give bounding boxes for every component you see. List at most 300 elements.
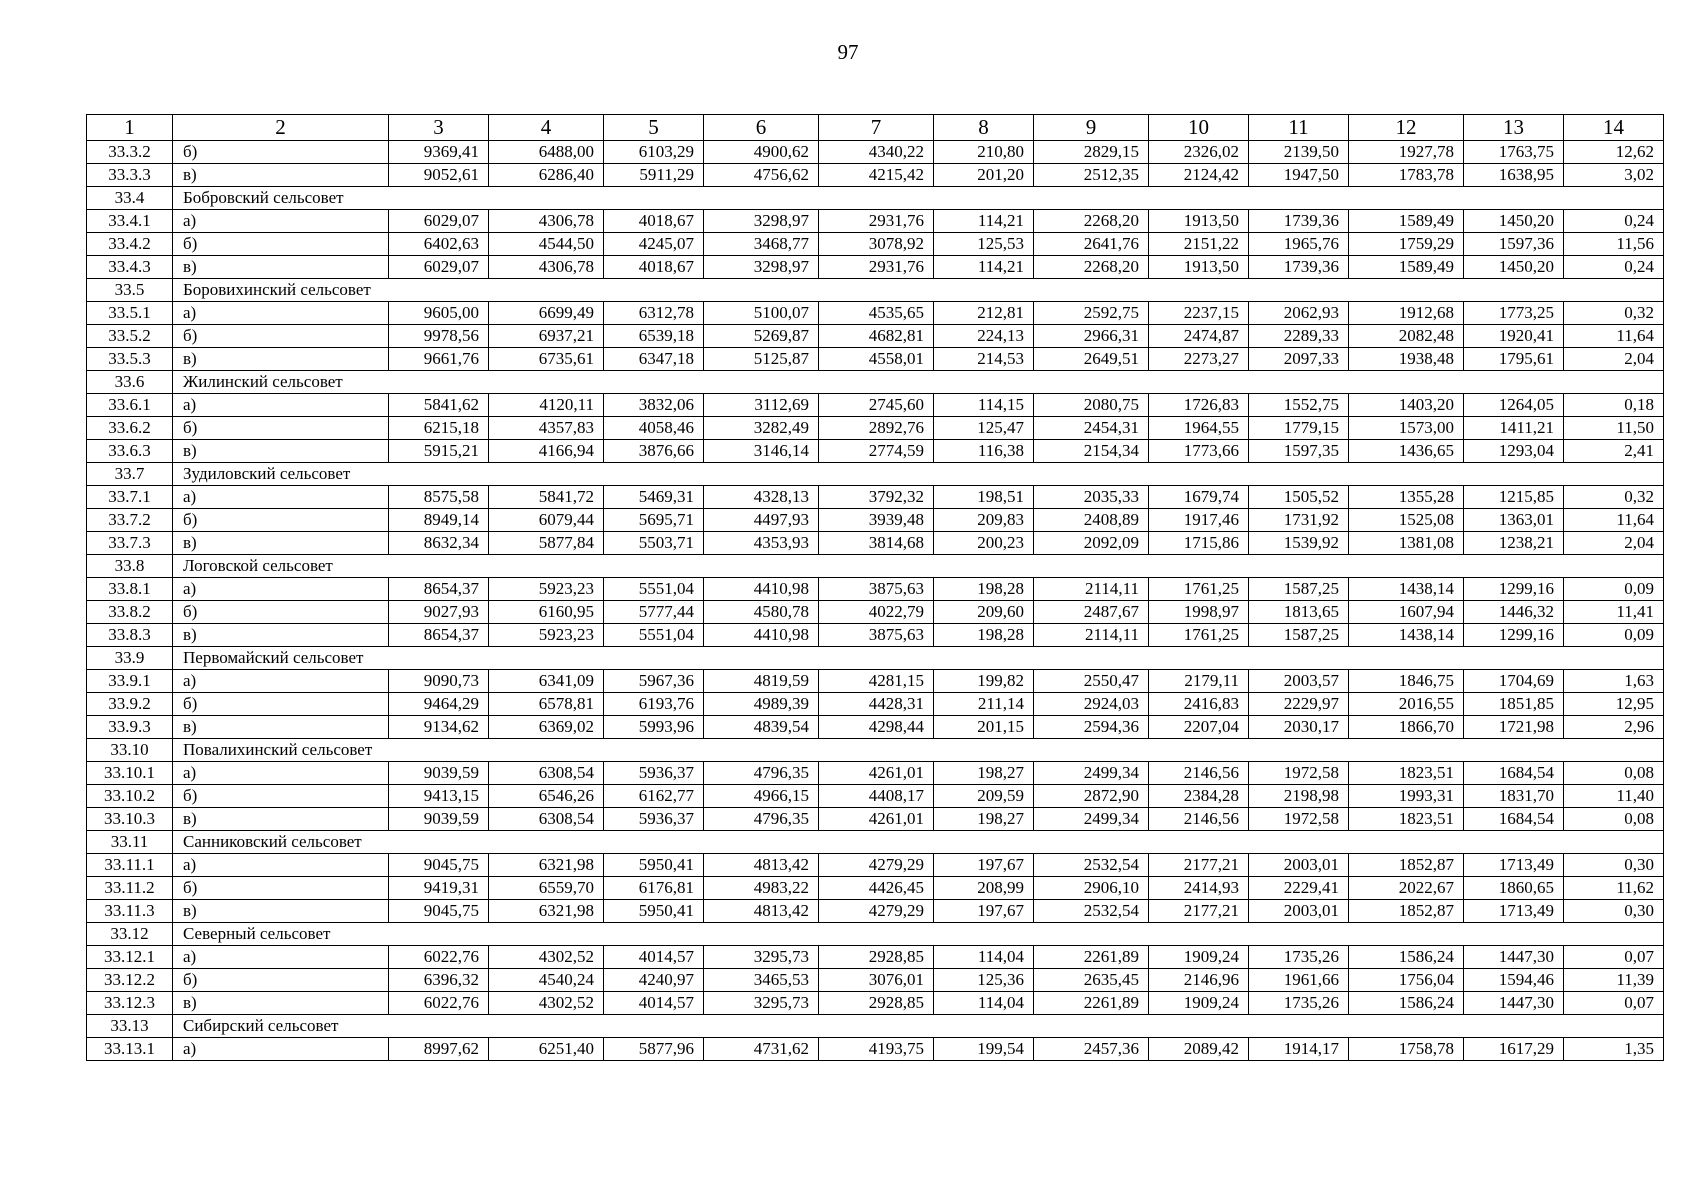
value-cell: 6578,81 [489, 693, 604, 716]
value-cell: 9413,15 [389, 785, 489, 808]
row-code: 33.9.1 [87, 670, 173, 693]
value-cell: 2745,60 [819, 394, 934, 417]
value-cell: 1450,20 [1464, 256, 1564, 279]
value-cell: 2114,11 [1034, 624, 1149, 647]
value-cell: 2414,93 [1149, 877, 1249, 900]
value-cell: 1993,31 [1349, 785, 1464, 808]
section-code: 33.5 [87, 279, 173, 302]
value-cell: 1446,32 [1464, 601, 1564, 624]
value-cell: 2003,57 [1249, 670, 1349, 693]
value-cell: 5950,41 [604, 854, 704, 877]
value-cell: 1597,35 [1249, 440, 1349, 463]
row-label: в) [173, 164, 389, 187]
value-cell: 4245,07 [604, 233, 704, 256]
column-header-4: 4 [489, 115, 604, 141]
section-code: 33.11 [87, 831, 173, 854]
value-cell: 1411,21 [1464, 417, 1564, 440]
value-cell: 1761,25 [1149, 578, 1249, 601]
value-cell: 6735,61 [489, 348, 604, 371]
value-cell: 5100,07 [704, 302, 819, 325]
value-cell: 9419,31 [389, 877, 489, 900]
value-cell: 197,67 [934, 854, 1034, 877]
value-cell: 11,50 [1564, 417, 1664, 440]
value-cell: 2146,96 [1149, 969, 1249, 992]
value-cell: 1713,49 [1464, 900, 1564, 923]
value-cell: 1972,58 [1249, 762, 1349, 785]
value-cell: 5967,36 [604, 670, 704, 693]
value-cell: 0,08 [1564, 808, 1664, 831]
section-title: Северный сельсовет [173, 923, 389, 946]
value-cell: 4120,11 [489, 394, 604, 417]
row-code: 33.10.2 [87, 785, 173, 808]
value-cell: 2022,67 [1349, 877, 1464, 900]
table-row [87, 233, 1664, 256]
column-header-11: 11 [1249, 115, 1349, 141]
value-cell: 3814,68 [819, 532, 934, 555]
row-label: а) [173, 670, 389, 693]
section-title: Бобровский сельсовет [173, 187, 389, 210]
column-header-13: 13 [1464, 115, 1564, 141]
section-filler [389, 279, 1664, 302]
value-cell: 2408,89 [1034, 509, 1149, 532]
value-cell: 9027,93 [389, 601, 489, 624]
column-header-10: 10 [1149, 115, 1249, 141]
value-cell: 1299,16 [1464, 624, 1564, 647]
table-row [87, 762, 1664, 785]
row-label: в) [173, 532, 389, 555]
value-cell: 1972,58 [1249, 808, 1349, 831]
value-cell: 9090,73 [389, 670, 489, 693]
value-cell: 6341,09 [489, 670, 604, 693]
table-row [87, 670, 1664, 693]
value-cell: 4014,57 [604, 946, 704, 969]
value-cell: 1913,50 [1149, 210, 1249, 233]
value-cell: 1831,70 [1464, 785, 1564, 808]
value-cell: 4018,67 [604, 210, 704, 233]
value-cell: 12,62 [1564, 141, 1664, 164]
section-code: 33.10 [87, 739, 173, 762]
value-cell: 1363,01 [1464, 509, 1564, 532]
value-cell: 1731,92 [1249, 509, 1349, 532]
value-cell: 2384,28 [1149, 785, 1249, 808]
value-cell: 6022,76 [389, 946, 489, 969]
value-cell: 3298,97 [704, 210, 819, 233]
value-cell: 212,81 [934, 302, 1034, 325]
value-cell: 2237,15 [1149, 302, 1249, 325]
value-cell: 12,95 [1564, 693, 1664, 716]
section-title: Первомайский сельсовет [173, 647, 389, 670]
row-label: б) [173, 325, 389, 348]
value-cell: 2,04 [1564, 532, 1664, 555]
row-label: в) [173, 256, 389, 279]
value-cell: 211,14 [934, 693, 1034, 716]
value-cell: 5915,21 [389, 440, 489, 463]
value-cell: 2,96 [1564, 716, 1664, 739]
value-cell: 2207,04 [1149, 716, 1249, 739]
table-row [87, 532, 1664, 555]
value-cell: 1913,50 [1149, 256, 1249, 279]
value-cell: 1763,75 [1464, 141, 1564, 164]
value-cell: 2114,11 [1034, 578, 1149, 601]
row-code: 33.6.1 [87, 394, 173, 417]
value-cell: 2829,15 [1034, 141, 1149, 164]
value-cell: 198,28 [934, 578, 1034, 601]
value-cell: 2457,36 [1034, 1038, 1149, 1061]
value-cell: 4357,83 [489, 417, 604, 440]
value-cell: 0,18 [1564, 394, 1664, 417]
value-cell: 125,36 [934, 969, 1034, 992]
value-cell: 209,83 [934, 509, 1034, 532]
value-cell: 1552,75 [1249, 394, 1349, 417]
value-cell: 6347,18 [604, 348, 704, 371]
value-cell: 4018,67 [604, 256, 704, 279]
table-row [87, 601, 1664, 624]
value-cell: 1704,69 [1464, 670, 1564, 693]
value-cell: 2931,76 [819, 256, 934, 279]
row-code: 33.12.2 [87, 969, 173, 992]
table-row [87, 509, 1664, 532]
value-cell: 210,80 [934, 141, 1034, 164]
table-row [87, 417, 1664, 440]
value-cell: 1909,24 [1149, 992, 1249, 1015]
value-cell: 4306,78 [489, 256, 604, 279]
value-cell: 1756,04 [1349, 969, 1464, 992]
value-cell: 6029,07 [389, 210, 489, 233]
section-row [87, 555, 1664, 578]
section-row [87, 463, 1664, 486]
value-cell: 1,63 [1564, 670, 1664, 693]
value-cell: 6022,76 [389, 992, 489, 1015]
row-label: в) [173, 348, 389, 371]
value-cell: 6176,81 [604, 877, 704, 900]
value-cell: 1447,30 [1464, 992, 1564, 1015]
value-cell: 0,30 [1564, 854, 1664, 877]
value-cell: 1912,68 [1349, 302, 1464, 325]
value-cell: 4796,35 [704, 762, 819, 785]
value-cell: 1215,85 [1464, 486, 1564, 509]
section-filler [389, 187, 1664, 210]
value-cell: 224,13 [934, 325, 1034, 348]
value-cell: 3832,06 [604, 394, 704, 417]
value-cell: 0,24 [1564, 210, 1664, 233]
value-cell: 4240,97 [604, 969, 704, 992]
value-cell: 4166,94 [489, 440, 604, 463]
value-cell: 1759,29 [1349, 233, 1464, 256]
value-cell: 4298,44 [819, 716, 934, 739]
value-cell: 1920,41 [1464, 325, 1564, 348]
value-cell: 9045,75 [389, 900, 489, 923]
value-cell: 198,51 [934, 486, 1034, 509]
value-cell: 214,53 [934, 348, 1034, 371]
value-cell: 5125,87 [704, 348, 819, 371]
value-cell: 1852,87 [1349, 854, 1464, 877]
value-cell: 8949,14 [389, 509, 489, 532]
value-cell: 1299,16 [1464, 578, 1564, 601]
value-cell: 1813,65 [1249, 601, 1349, 624]
value-cell: 114,21 [934, 256, 1034, 279]
value-cell: 2003,01 [1249, 854, 1349, 877]
value-cell: 6699,49 [489, 302, 604, 325]
row-code: 33.6.2 [87, 417, 173, 440]
section-title: Сибирский сельсовет [173, 1015, 389, 1038]
value-cell: 2592,75 [1034, 302, 1149, 325]
value-cell: 6251,40 [489, 1038, 604, 1061]
value-cell: 209,59 [934, 785, 1034, 808]
value-cell: 201,20 [934, 164, 1034, 187]
row-label: в) [173, 440, 389, 463]
value-cell: 1758,78 [1349, 1038, 1464, 1061]
value-cell: 6546,26 [489, 785, 604, 808]
value-cell: 2089,42 [1149, 1038, 1249, 1061]
value-cell: 2177,21 [1149, 854, 1249, 877]
value-cell: 2198,98 [1249, 785, 1349, 808]
section-filler [389, 1015, 1664, 1038]
value-cell: 2261,89 [1034, 992, 1149, 1015]
section-title: Боровихинский сельсовет [173, 279, 389, 302]
table-row [87, 992, 1664, 1015]
value-cell: 1761,25 [1149, 624, 1249, 647]
value-cell: 5841,62 [389, 394, 489, 417]
value-cell: 2928,85 [819, 992, 934, 1015]
value-cell: 2532,54 [1034, 900, 1149, 923]
value-cell: 1721,98 [1464, 716, 1564, 739]
value-cell: 4966,15 [704, 785, 819, 808]
section-row [87, 739, 1664, 762]
row-label: в) [173, 992, 389, 1015]
value-cell: 2641,76 [1034, 233, 1149, 256]
value-cell: 1594,46 [1464, 969, 1564, 992]
value-cell: 1587,25 [1249, 578, 1349, 601]
value-cell: 2062,93 [1249, 302, 1349, 325]
table-row [87, 624, 1664, 647]
value-cell: 1264,05 [1464, 394, 1564, 417]
row-code: 33.11.2 [87, 877, 173, 900]
table-row [87, 946, 1664, 969]
value-cell: 4428,31 [819, 693, 934, 716]
row-code: 33.4.2 [87, 233, 173, 256]
value-cell: 114,04 [934, 946, 1034, 969]
value-cell: 0,32 [1564, 302, 1664, 325]
row-label: в) [173, 624, 389, 647]
value-cell: 1587,25 [1249, 624, 1349, 647]
table-row [87, 141, 1664, 164]
value-cell: 6539,18 [604, 325, 704, 348]
value-cell: 2474,87 [1149, 325, 1249, 348]
value-cell: 2179,11 [1149, 670, 1249, 693]
value-cell: 3298,97 [704, 256, 819, 279]
row-label: а) [173, 946, 389, 969]
table-row [87, 164, 1664, 187]
row-label: б) [173, 785, 389, 808]
value-cell: 1860,65 [1464, 877, 1564, 900]
value-cell: 1684,54 [1464, 762, 1564, 785]
value-cell: 3,02 [1564, 164, 1664, 187]
value-cell: 6079,44 [489, 509, 604, 532]
value-cell: 1450,20 [1464, 210, 1564, 233]
value-cell: 3876,66 [604, 440, 704, 463]
value-cell: 1638,95 [1464, 164, 1564, 187]
value-cell: 4279,29 [819, 854, 934, 877]
row-code: 33.11.1 [87, 854, 173, 877]
row-label: а) [173, 854, 389, 877]
value-cell: 5841,72 [489, 486, 604, 509]
value-cell: 5469,31 [604, 486, 704, 509]
row-code: 33.5.1 [87, 302, 173, 325]
row-code: 33.9.3 [87, 716, 173, 739]
row-label: а) [173, 394, 389, 417]
value-cell: 1684,54 [1464, 808, 1564, 831]
value-cell: 11,62 [1564, 877, 1664, 900]
row-label: б) [173, 141, 389, 164]
value-cell: 9052,61 [389, 164, 489, 187]
value-cell: 8654,37 [389, 624, 489, 647]
value-cell: 3875,63 [819, 578, 934, 601]
value-cell: 1447,30 [1464, 946, 1564, 969]
value-cell: 5936,37 [604, 808, 704, 831]
value-cell: 2499,34 [1034, 808, 1149, 831]
value-cell: 6488,00 [489, 141, 604, 164]
value-cell: 1773,66 [1149, 440, 1249, 463]
value-cell: 9661,76 [389, 348, 489, 371]
value-cell: 200,23 [934, 532, 1034, 555]
value-cell: 6369,02 [489, 716, 604, 739]
value-cell: 6215,18 [389, 417, 489, 440]
value-cell: 4410,98 [704, 578, 819, 601]
value-cell: 4796,35 [704, 808, 819, 831]
value-cell: 2229,97 [1249, 693, 1349, 716]
table-row [87, 256, 1664, 279]
value-cell: 5551,04 [604, 624, 704, 647]
row-code: 33.6.3 [87, 440, 173, 463]
value-cell: 0,30 [1564, 900, 1664, 923]
section-title: Повалихинский сельсовет [173, 739, 389, 762]
value-cell: 4306,78 [489, 210, 604, 233]
section-code: 33.6 [87, 371, 173, 394]
value-cell: 1735,26 [1249, 992, 1349, 1015]
section-row [87, 831, 1664, 854]
value-cell: 4535,65 [819, 302, 934, 325]
value-cell: 4558,01 [819, 348, 934, 371]
value-cell: 1998,97 [1149, 601, 1249, 624]
row-code: 33.12.1 [87, 946, 173, 969]
value-cell: 2931,76 [819, 210, 934, 233]
value-cell: 2872,90 [1034, 785, 1149, 808]
value-cell: 3465,53 [704, 969, 819, 992]
value-cell: 4497,93 [704, 509, 819, 532]
value-cell: 6321,98 [489, 900, 604, 923]
value-cell: 1438,14 [1349, 578, 1464, 601]
row-label: а) [173, 578, 389, 601]
value-cell: 2499,34 [1034, 762, 1149, 785]
value-cell: 11,39 [1564, 969, 1664, 992]
column-header-6: 6 [704, 115, 819, 141]
value-cell: 208,99 [934, 877, 1034, 900]
value-cell: 1,35 [1564, 1038, 1664, 1061]
value-cell: 6321,98 [489, 854, 604, 877]
value-cell: 4281,15 [819, 670, 934, 693]
value-cell: 1589,49 [1349, 256, 1464, 279]
section-filler [389, 647, 1664, 670]
value-cell: 0,09 [1564, 624, 1664, 647]
table-row [87, 900, 1664, 923]
value-cell: 1739,36 [1249, 210, 1349, 233]
value-cell: 1735,26 [1249, 946, 1349, 969]
value-cell: 2906,10 [1034, 877, 1149, 900]
value-cell: 1715,86 [1149, 532, 1249, 555]
value-cell: 198,28 [934, 624, 1034, 647]
row-code: 33.5.3 [87, 348, 173, 371]
value-cell: 1381,08 [1349, 532, 1464, 555]
value-cell: 198,27 [934, 762, 1034, 785]
value-cell: 6029,07 [389, 256, 489, 279]
value-cell: 1586,24 [1349, 992, 1464, 1015]
value-cell: 1739,36 [1249, 256, 1349, 279]
value-cell: 199,82 [934, 670, 1034, 693]
section-title: Логовской сельсовет [173, 555, 389, 578]
value-cell: 4756,62 [704, 164, 819, 187]
value-cell: 1779,15 [1249, 417, 1349, 440]
row-label: б) [173, 509, 389, 532]
row-code: 33.8.2 [87, 601, 173, 624]
value-cell: 6193,76 [604, 693, 704, 716]
value-cell: 1505,52 [1249, 486, 1349, 509]
value-cell: 5777,44 [604, 601, 704, 624]
value-cell: 9039,59 [389, 762, 489, 785]
value-cell: 3146,14 [704, 440, 819, 463]
value-cell: 2016,55 [1349, 693, 1464, 716]
value-cell: 2030,17 [1249, 716, 1349, 739]
value-cell: 4540,24 [489, 969, 604, 992]
value-cell: 1917,46 [1149, 509, 1249, 532]
value-cell: 1914,17 [1249, 1038, 1349, 1061]
value-cell: 4022,79 [819, 601, 934, 624]
value-cell: 9039,59 [389, 808, 489, 831]
value-cell: 5936,37 [604, 762, 704, 785]
value-cell: 4302,52 [489, 992, 604, 1015]
value-cell: 5695,71 [604, 509, 704, 532]
value-cell: 6396,32 [389, 969, 489, 992]
value-cell: 1823,51 [1349, 762, 1464, 785]
value-cell: 197,67 [934, 900, 1034, 923]
value-cell: 2146,56 [1149, 808, 1249, 831]
page-number: 97 [837, 40, 859, 64]
row-code: 33.4.1 [87, 210, 173, 233]
value-cell: 0,07 [1564, 992, 1664, 1015]
value-cell: 6308,54 [489, 808, 604, 831]
value-cell: 5950,41 [604, 900, 704, 923]
value-cell: 1961,66 [1249, 969, 1349, 992]
row-label: б) [173, 877, 389, 900]
value-cell: 4813,42 [704, 900, 819, 923]
value-cell: 2229,41 [1249, 877, 1349, 900]
table-header-row [87, 115, 1664, 141]
value-cell: 4058,46 [604, 417, 704, 440]
value-cell: 0,08 [1564, 762, 1664, 785]
row-code: 33.5.2 [87, 325, 173, 348]
value-cell: 9978,56 [389, 325, 489, 348]
value-cell: 2532,54 [1034, 854, 1149, 877]
value-cell: 4340,22 [819, 141, 934, 164]
section-code: 33.9 [87, 647, 173, 670]
value-cell: 3295,73 [704, 992, 819, 1015]
table-row [87, 210, 1664, 233]
value-cell: 3875,63 [819, 624, 934, 647]
row-code: 33.12.3 [87, 992, 173, 1015]
value-cell: 2124,42 [1149, 164, 1249, 187]
value-cell: 1355,28 [1349, 486, 1464, 509]
value-cell: 2146,56 [1149, 762, 1249, 785]
section-row [87, 923, 1664, 946]
